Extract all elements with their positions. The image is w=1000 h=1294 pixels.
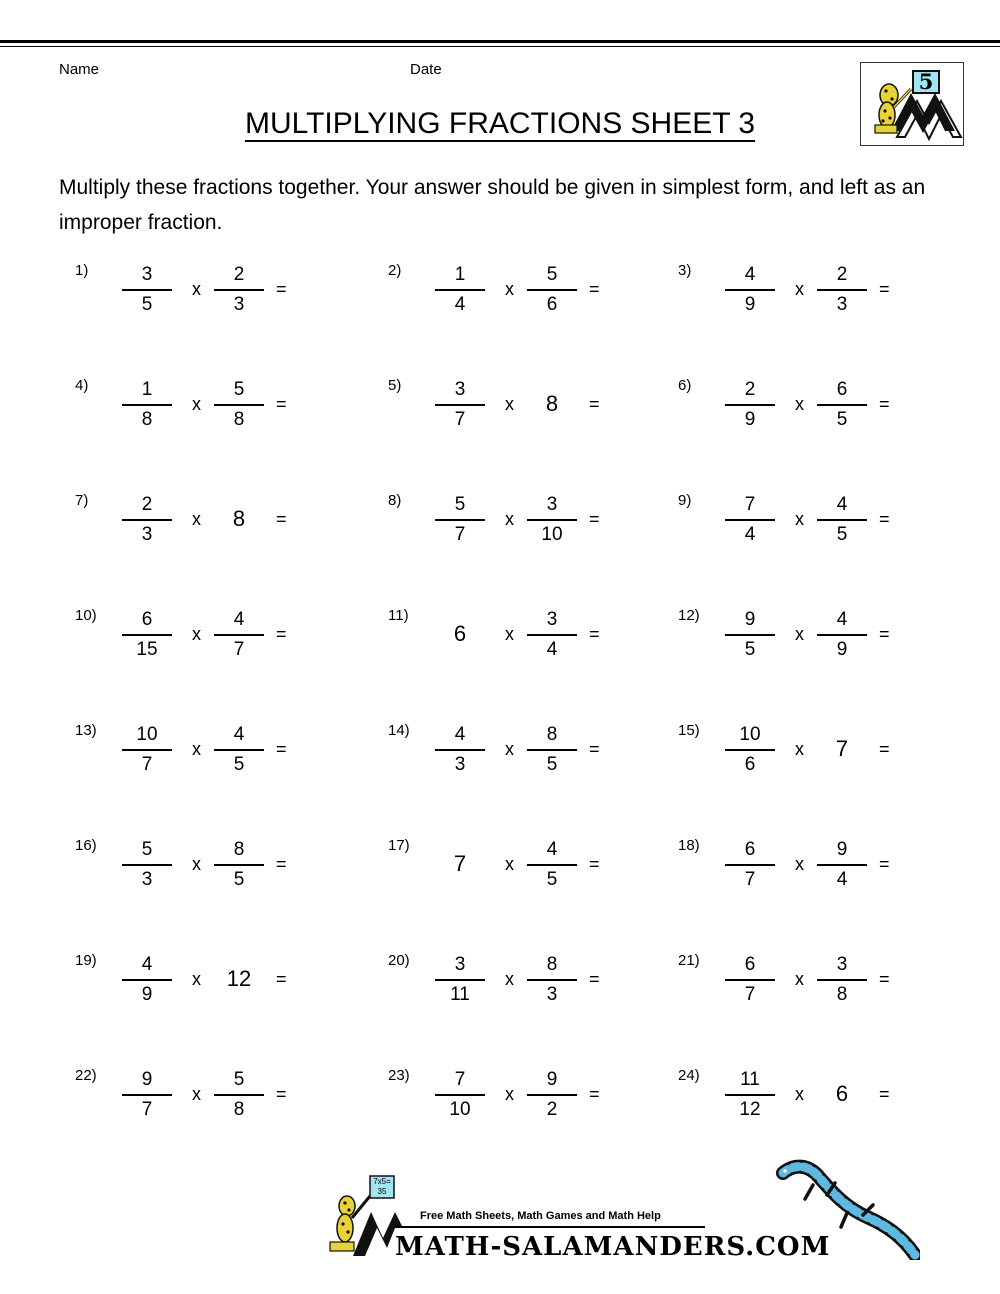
fraction — [817, 608, 867, 662]
denominator: 12 — [739, 1098, 761, 1120]
times-sign: x — [505, 739, 514, 759]
numerator: 6 — [744, 954, 756, 975]
fraction — [725, 953, 775, 1007]
fraction-bar — [725, 519, 775, 521]
numerator: 11 — [740, 1069, 760, 1090]
equals-sign: = — [276, 1084, 287, 1104]
fraction-bar — [214, 404, 264, 406]
denominator: 9 — [744, 293, 756, 315]
fraction — [527, 953, 577, 1007]
fraction-bar — [122, 634, 172, 636]
times-sign: x — [192, 509, 201, 529]
fraction — [435, 953, 485, 1007]
fraction — [817, 493, 867, 547]
numerator: 5 — [141, 839, 153, 860]
problem-20 — [388, 952, 678, 1032]
equals-sign: = — [879, 509, 890, 529]
numerator: 3 — [454, 954, 466, 975]
problem-13 — [75, 722, 365, 802]
problem-11 — [388, 607, 678, 687]
numerator: 7 — [744, 494, 756, 515]
problem-2 — [388, 262, 678, 342]
problem-16 — [75, 837, 365, 917]
problem-5 — [388, 377, 678, 457]
problem-7 — [75, 492, 365, 572]
numerator: 6 — [836, 379, 848, 400]
equals-sign: = — [589, 969, 600, 989]
fraction-bar — [435, 289, 485, 291]
whole-number: 8 — [545, 391, 559, 416]
equals-sign: = — [879, 279, 890, 299]
fraction — [817, 378, 867, 432]
problem-number: 11) — [388, 607, 409, 624]
numerator: 9 — [546, 1069, 558, 1090]
footer-tagline: Free Math Sheets, Math Games and Math Help — [420, 1210, 661, 1222]
times-sign: x — [795, 624, 804, 644]
fraction — [817, 953, 867, 1007]
denominator: 7 — [141, 753, 153, 775]
numerator: 4 — [233, 609, 245, 630]
fraction-bar — [435, 749, 485, 751]
fraction-bar — [214, 1094, 264, 1096]
denominator: 11 — [450, 983, 470, 1005]
denominator: 4 — [836, 868, 848, 890]
numerator: 9 — [141, 1069, 153, 1090]
denominator: 5 — [233, 753, 245, 775]
problem-number: 2) — [388, 262, 402, 279]
whole-number: 6 — [453, 621, 467, 646]
numerator: 9 — [744, 609, 756, 630]
denominator: 8 — [233, 1098, 245, 1120]
equals-sign: = — [589, 739, 600, 759]
numerator: 3 — [141, 264, 153, 285]
fraction-bar — [527, 749, 577, 751]
times-sign: x — [795, 279, 804, 299]
denominator: 9 — [141, 983, 153, 1005]
problem-number: 15) — [678, 722, 700, 739]
problem-number: 21) — [678, 952, 700, 969]
fraction-bar — [725, 749, 775, 751]
denominator: 6 — [546, 293, 558, 315]
fraction-bar — [527, 519, 577, 521]
fraction — [122, 263, 172, 317]
problem-18 — [678, 837, 968, 917]
numerator: 2 — [141, 494, 153, 515]
times-sign: x — [505, 854, 514, 874]
times-sign: x — [795, 969, 804, 989]
times-sign: x — [505, 1084, 514, 1104]
denominator: 4 — [744, 523, 756, 545]
equals-sign: = — [276, 279, 287, 299]
problem-number: 6) — [678, 377, 692, 394]
problem-number: 7) — [75, 492, 89, 509]
times-sign: x — [192, 739, 201, 759]
fraction-bar — [122, 864, 172, 866]
salamander-icon — [775, 1155, 920, 1260]
problem-21 — [678, 952, 968, 1032]
times-sign: x — [505, 969, 514, 989]
fraction-bar — [725, 979, 775, 981]
problem-3 — [678, 262, 968, 342]
equals-sign: = — [879, 624, 890, 644]
equals-sign: = — [879, 739, 890, 759]
numerator: 2 — [233, 264, 245, 285]
denominator: 4 — [454, 293, 466, 315]
times-sign: x — [192, 279, 201, 299]
fraction — [214, 838, 264, 892]
numerator: 8 — [546, 954, 558, 975]
times-sign: x — [505, 509, 514, 529]
numerator: 2 — [744, 379, 756, 400]
fraction-bar — [435, 519, 485, 521]
name-label: Name — [59, 61, 100, 78]
times-sign: x — [192, 854, 201, 874]
fraction — [527, 838, 577, 892]
fraction — [122, 723, 172, 777]
numerator: 9 — [836, 839, 848, 860]
denominator: 7 — [454, 408, 466, 430]
problem-number: 13) — [75, 722, 97, 739]
page-title: MULTIPLYING FRACTIONS SHEET 3 — [244, 107, 756, 140]
times-sign: x — [192, 394, 201, 414]
fraction — [527, 723, 577, 777]
numerator: 8 — [546, 724, 558, 745]
numerator: 3 — [454, 379, 466, 400]
fraction — [817, 838, 867, 892]
denominator: 5 — [546, 753, 558, 775]
times-sign: x — [795, 394, 804, 414]
equals-sign: = — [879, 394, 890, 414]
numerator: 6 — [141, 609, 153, 630]
problem-number: 16) — [75, 837, 97, 854]
fraction — [214, 1068, 264, 1122]
equals-sign: = — [276, 854, 287, 874]
problem-number: 19) — [75, 952, 97, 969]
fraction — [725, 838, 775, 892]
fraction-bar — [725, 404, 775, 406]
fraction-bar — [817, 289, 867, 291]
fraction-bar — [214, 749, 264, 751]
fraction — [725, 263, 775, 317]
numerator: 8 — [233, 839, 245, 860]
fraction — [214, 608, 264, 662]
fraction-bar — [435, 1094, 485, 1096]
times-sign: x — [505, 394, 514, 414]
problem-number: 12) — [678, 607, 700, 624]
problem-10 — [75, 607, 365, 687]
fraction-bar — [122, 289, 172, 291]
equals-sign: = — [589, 394, 600, 414]
fraction-bar — [214, 634, 264, 636]
numerator: 4 — [744, 264, 756, 285]
numerator: 4 — [141, 954, 153, 975]
whole-number: 7 — [835, 736, 849, 761]
equals-sign: = — [589, 1084, 600, 1104]
denominator: 5 — [546, 868, 558, 890]
fraction — [435, 1068, 485, 1122]
problem-number: 22) — [75, 1067, 97, 1084]
problem-number: 8) — [388, 492, 402, 509]
denominator: 7 — [744, 983, 756, 1005]
fraction — [527, 608, 577, 662]
problem-number: 24) — [678, 1067, 700, 1084]
equals-sign: = — [276, 969, 287, 989]
fraction-bar — [214, 289, 264, 291]
fraction — [527, 493, 577, 547]
denominator: 7 — [233, 638, 245, 660]
problem-4 — [75, 377, 365, 457]
fraction — [122, 608, 172, 662]
denominator: 15 — [136, 638, 158, 660]
numerator: 4 — [454, 724, 466, 745]
fraction-bar — [122, 404, 172, 406]
denominator: 8 — [233, 408, 245, 430]
numerator: 3 — [836, 954, 848, 975]
fraction — [725, 1068, 775, 1122]
problem-number: 3) — [678, 262, 692, 279]
times-sign: x — [795, 854, 804, 874]
times-sign: x — [795, 509, 804, 529]
fraction — [122, 1068, 172, 1122]
denominator: 5 — [233, 868, 245, 890]
fraction-bar — [725, 864, 775, 866]
denominator: 8 — [141, 408, 153, 430]
numerator: 4 — [546, 839, 558, 860]
fraction-bar — [817, 634, 867, 636]
fraction — [725, 608, 775, 662]
problem-number: 5) — [388, 377, 402, 394]
denominator: 7 — [141, 1098, 153, 1120]
problem-22 — [75, 1067, 365, 1147]
fraction-bar — [817, 979, 867, 981]
fraction — [214, 723, 264, 777]
fraction — [435, 723, 485, 777]
fraction-bar — [817, 404, 867, 406]
fraction-bar — [214, 864, 264, 866]
numerator: 10 — [739, 724, 761, 745]
problem-number: 4) — [75, 377, 89, 394]
problem-12 — [678, 607, 968, 687]
fraction — [122, 493, 172, 547]
fraction-bar — [122, 749, 172, 751]
fraction-bar — [527, 634, 577, 636]
footer-rule — [395, 1226, 705, 1228]
fraction — [214, 378, 264, 432]
denominator: 3 — [233, 293, 245, 315]
times-sign: x — [505, 624, 514, 644]
equals-sign: = — [276, 624, 287, 644]
whole-number: 7 — [453, 851, 467, 876]
numerator: 6 — [744, 839, 756, 860]
denominator: 6 — [744, 753, 756, 775]
equals-sign: = — [589, 279, 600, 299]
numerator: 7 — [454, 1069, 466, 1090]
times-sign: x — [192, 969, 201, 989]
problem-14 — [388, 722, 678, 802]
times-sign: x — [192, 1084, 201, 1104]
problem-number: 20) — [388, 952, 410, 969]
denominator: 3 — [141, 868, 153, 890]
fraction — [725, 493, 775, 547]
equals-sign: = — [879, 969, 890, 989]
problem-24 — [678, 1067, 968, 1147]
whole-number: 6 — [835, 1081, 849, 1106]
denominator: 5 — [744, 638, 756, 660]
denominator: 3 — [836, 293, 848, 315]
fraction — [527, 263, 577, 317]
fraction-bar — [435, 979, 485, 981]
fraction-bar — [527, 979, 577, 981]
whole-number: 8 — [232, 506, 246, 531]
fraction-bar — [527, 1094, 577, 1096]
times-sign: x — [192, 624, 201, 644]
numerator: 4 — [836, 609, 848, 630]
date-label: Date — [410, 61, 442, 78]
denominator: 8 — [836, 983, 848, 1005]
fraction — [435, 493, 485, 547]
denominator: 5 — [836, 408, 848, 430]
problem-number: 14) — [388, 722, 410, 739]
denominator: 5 — [141, 293, 153, 315]
fraction — [817, 263, 867, 317]
fraction — [122, 838, 172, 892]
times-sign: x — [795, 1084, 804, 1104]
fraction — [725, 723, 775, 777]
numerator: 1 — [454, 264, 466, 285]
footer-site-name: MATH-SALAMANDERS.COM — [395, 1232, 831, 1262]
problem-number: 10) — [75, 607, 97, 624]
numerator: 5 — [546, 264, 558, 285]
numerator: 5 — [233, 379, 245, 400]
equals-sign: = — [276, 394, 287, 414]
equals-sign: = — [276, 509, 287, 529]
fraction-bar — [725, 289, 775, 291]
problem-8 — [388, 492, 678, 572]
numerator: 10 — [136, 724, 158, 745]
denominator: 3 — [141, 523, 153, 545]
problem-number: 17) — [388, 837, 410, 854]
fraction-bar — [122, 979, 172, 981]
numerator: 3 — [546, 609, 558, 630]
fraction-bar — [527, 864, 577, 866]
fraction-bar — [122, 519, 172, 521]
problem-9 — [678, 492, 968, 572]
fraction-bar — [725, 1094, 775, 1096]
problem-1 — [75, 262, 365, 342]
denominator: 10 — [541, 523, 563, 545]
problem-number: 1) — [75, 262, 89, 279]
fraction-bar — [725, 634, 775, 636]
fraction-bar — [527, 289, 577, 291]
instructions: Multiply these fractions together. Your answer should be given in simplest form, and left as an improper fraction. — [59, 176, 926, 234]
equals-sign: = — [589, 624, 600, 644]
problem-19 — [75, 952, 365, 1032]
denominator: 7 — [744, 868, 756, 890]
numerator: 2 — [836, 264, 848, 285]
problem-number: 23) — [388, 1067, 410, 1084]
fraction-bar — [817, 864, 867, 866]
problem-number: 18) — [678, 837, 700, 854]
numerator: 4 — [836, 494, 848, 515]
denominator: 10 — [449, 1098, 471, 1120]
footer-sign-text: 7x5= 35 — [373, 1177, 391, 1196]
equals-sign: = — [879, 1084, 890, 1104]
fraction-bar — [817, 519, 867, 521]
fraction-bar — [122, 1094, 172, 1096]
problem-6 — [678, 377, 968, 457]
problem-number: 9) — [678, 492, 692, 509]
equals-sign: = — [589, 854, 600, 874]
denominator: 2 — [546, 1098, 558, 1120]
numerator: 4 — [233, 724, 245, 745]
denominator: 5 — [836, 523, 848, 545]
fraction — [435, 378, 485, 432]
fraction — [435, 263, 485, 317]
fraction — [122, 378, 172, 432]
top-rule-thick — [0, 40, 1000, 43]
numerator: 5 — [233, 1069, 245, 1090]
numerator: 1 — [141, 379, 153, 400]
fraction — [122, 953, 172, 1007]
times-sign: x — [505, 279, 514, 299]
denominator: 3 — [454, 753, 466, 775]
equals-sign: = — [589, 509, 600, 529]
grade-number: 5 — [918, 69, 934, 94]
denominator: 9 — [836, 638, 848, 660]
denominator: 7 — [454, 523, 466, 545]
denominator: 4 — [546, 638, 558, 660]
fraction — [214, 263, 264, 317]
equals-sign: = — [276, 739, 287, 759]
numerator: 3 — [546, 494, 558, 515]
times-sign: x — [795, 739, 804, 759]
problem-17 — [388, 837, 678, 917]
top-rule-thin — [0, 46, 1000, 47]
whole-number: 12 — [226, 966, 252, 991]
fraction-bar — [435, 404, 485, 406]
problem-23 — [388, 1067, 678, 1147]
fraction — [725, 378, 775, 432]
fraction — [527, 1068, 577, 1122]
denominator: 9 — [744, 408, 756, 430]
numerator: 5 — [454, 494, 466, 515]
equals-sign: = — [879, 854, 890, 874]
problem-15 — [678, 722, 968, 802]
denominator: 3 — [546, 983, 558, 1005]
